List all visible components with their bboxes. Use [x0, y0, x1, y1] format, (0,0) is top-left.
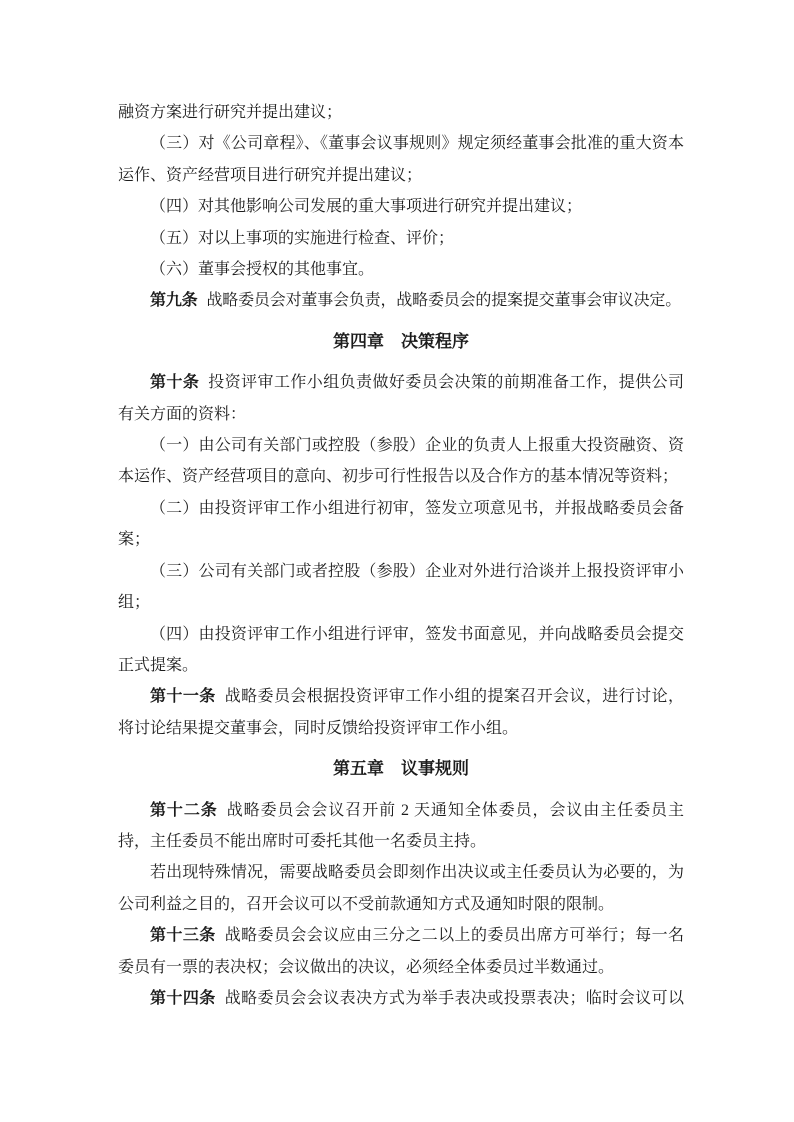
article-number: 第十一条 [150, 688, 216, 706]
line-text: 若出现特殊情况，需要战略委员会即刻作出决议或主任委员认为必要的，为 [150, 864, 684, 882]
line-text: 战略委员会会议召开前 2 天通知全体委员，会议由主任委员主 [226, 801, 684, 819]
line-text: （三）对《公司章程》、《董事会议事规则》规定须经董事会批准的重大资本 [150, 135, 684, 153]
article-line [118, 983, 684, 1014]
doc-line [118, 97, 684, 128]
line-text: 组； [118, 594, 151, 612]
line-text: 持，主任委员不能出席时可委托其他一名委员主持。 [118, 832, 487, 850]
chapter-heading: 第五章 议事规则 [333, 759, 469, 779]
article-line [118, 795, 684, 826]
doc-line [118, 191, 684, 222]
line-text: 战略委员会会议表决方式为举手表决或投票表决；临时会议可以 [224, 989, 684, 1007]
line-text: 战略委员会会议应由三分之二以上的委员出席方可举行；每一名 [224, 927, 684, 945]
line-text: 投资评审工作小组负责做好委员会决策的前期准备工作，提供公司 [208, 374, 684, 392]
line-text: （四）对其他影响公司发展的重大事项进行研究并提出建议； [150, 198, 583, 216]
article-number: 第九条 [150, 292, 198, 310]
doc-line [118, 713, 684, 744]
doc-line [118, 493, 684, 524]
line-text: 委员有一票的表决权；会议做出的决议，必须经全体委员过半数通过。 [118, 958, 615, 976]
doc-line [118, 430, 684, 461]
doc-line [118, 399, 684, 430]
doc-line [118, 952, 684, 983]
doc-line [118, 619, 684, 650]
line-text: 正式提案。 [118, 656, 199, 674]
line-text: （六）董事会授权的其他事宜。 [150, 261, 375, 279]
doc-line [118, 889, 684, 920]
article-number: 第十条 [150, 374, 200, 392]
line-text: （五）对以上事项的实施进行检查、评价； [150, 229, 455, 247]
doc-line [118, 826, 684, 857]
doc-line [118, 587, 684, 618]
doc-line [118, 857, 684, 888]
line-text: （三）公司有关部门或者控股（参股）企业对外进行洽谈并上报投资评审小 [150, 562, 684, 580]
doc-line [118, 254, 684, 285]
chapter-heading: 第四章 决策程序 [333, 331, 469, 351]
line-text: 融资方案进行研究并提出建议； [118, 104, 343, 121]
line-text: 本运作、资产经营项目的意向、初步可行性报告以及合作方的基本情况等资料； [118, 468, 679, 486]
article-line [118, 285, 684, 316]
doc-line [118, 223, 684, 254]
line-text: 公司利益之目的，召开会议可以不受前款通知方式及通知时限的限制。 [118, 895, 615, 913]
document-body [118, 97, 684, 1014]
line-text: 运作、资产经营项目进行研究并提出建议； [118, 166, 423, 184]
line-text: （二）由投资评审工作小组进行初审，签发立项意见书，并报战略委员会备 [150, 499, 684, 517]
article-line [118, 681, 684, 712]
doc-line [118, 160, 684, 191]
line-text: 战略委员会对董事会负责，战略委员会的提案提交董事会审议决定。 [206, 292, 682, 310]
line-text: （一）由公司有关部门或控股（参股）企业的负责人上报重大投资融资、资 [150, 437, 684, 455]
doc-line [118, 128, 684, 159]
article-line [118, 367, 684, 398]
line-text: 将讨论结果提交董事会，同时反馈给投资评审工作小组。 [118, 719, 519, 737]
article-number: 第十二条 [150, 801, 218, 819]
doc-line [118, 524, 684, 555]
doc-line [118, 461, 684, 492]
doc-line [118, 556, 684, 587]
line-text: 案； [118, 531, 151, 549]
article-number: 第十三条 [150, 927, 216, 945]
line-text: 战略委员会根据投资评审工作小组的提案召开会议，进行讨论， [224, 688, 684, 706]
doc-line [118, 650, 684, 681]
article-line [118, 920, 684, 951]
line-text: 有关方面的资料： [118, 405, 247, 423]
line-text: （四）由投资评审工作小组进行评审，签发书面意见，并向战略委员会提交 [150, 625, 684, 643]
article-number: 第十四条 [150, 989, 216, 1007]
